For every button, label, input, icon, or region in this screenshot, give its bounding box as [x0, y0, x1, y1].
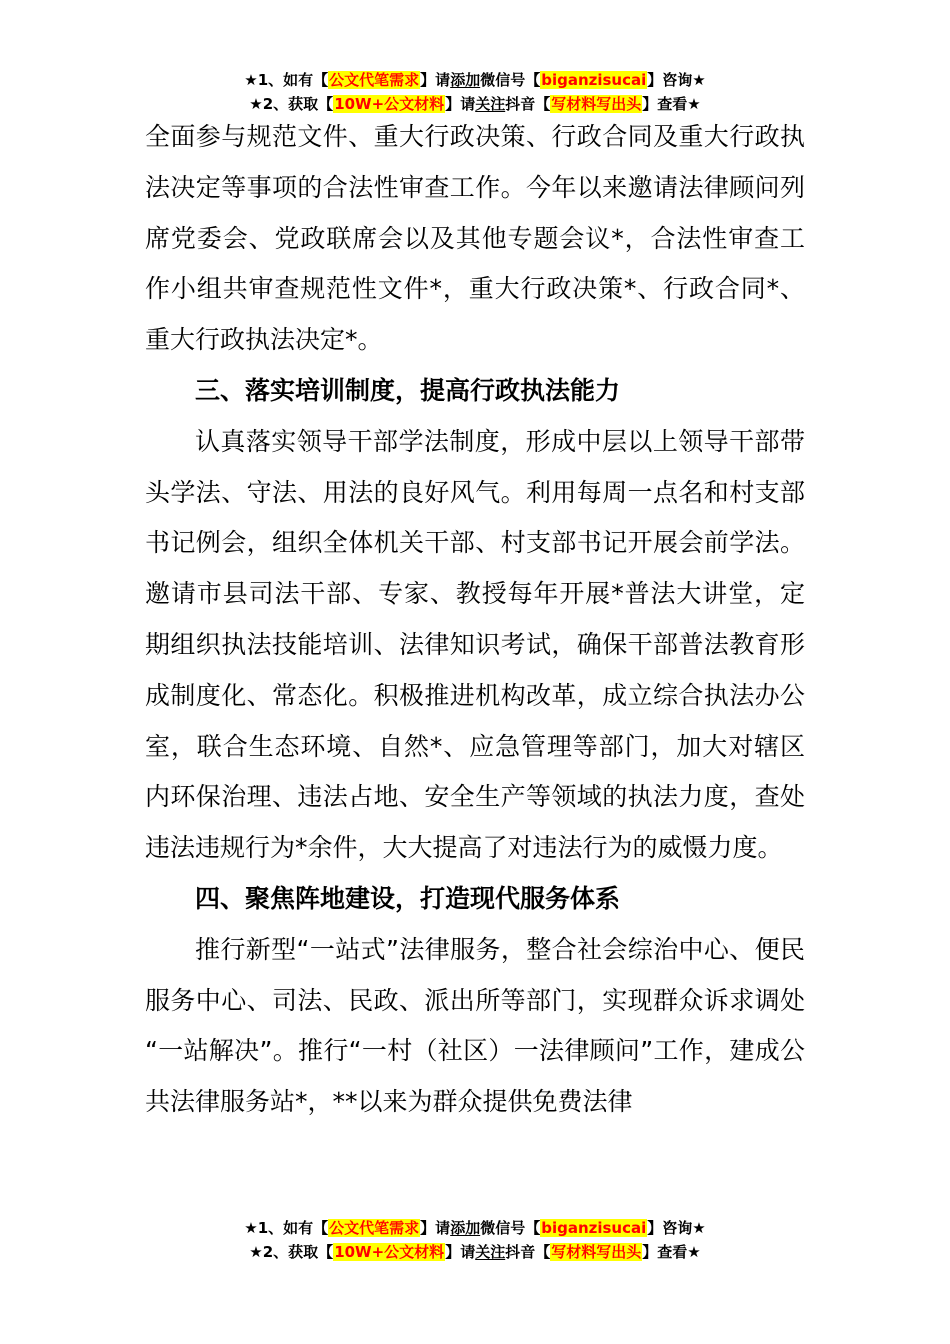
banner-text: 】请 — [445, 95, 476, 113]
banner-line-1 — [0, 68, 950, 92]
body-paragraph: 全面参与规范文件、重大行政决策、行政合同及重大行政执法决定等事项的合法性审查工作。今年以来邀请法律顾问列席党委会、党政联席会以及其他专题会议*，合法性审查工作小组共审查规范性文件*，重大行政决策*、行政合同*、重大行政执法决定*。 — [145, 122, 805, 355]
banner-highlight: 公文代笔需求 — [329, 1219, 420, 1237]
banner-text: 】咨询★ — [647, 71, 706, 89]
banner-text: ★1、如有【 — [244, 71, 329, 89]
section-heading-4: 四、聚焦阵地建设，打造现代服务体系 — [195, 883, 621, 913]
banner-text: ★2、获取【 — [249, 95, 334, 113]
banner-highlight: 公文代笔需求 — [329, 71, 420, 89]
banner-text: ★1、如有【 — [244, 1219, 329, 1237]
banner-text: 】请 — [420, 71, 451, 89]
banner-text: 】请 — [445, 1243, 476, 1261]
footer-banner — [0, 1216, 950, 1264]
banner-text: ★2、获取【 — [249, 1243, 334, 1261]
banner-line-2 — [0, 1240, 950, 1264]
banner-text: 抖音【 — [505, 95, 551, 113]
header-banner — [0, 68, 950, 116]
document-body — [145, 112, 805, 1128]
banner-text: 】查看★ — [642, 95, 701, 113]
banner-underline: 添加 — [450, 71, 481, 89]
banner-underline: 添加 — [450, 1219, 481, 1237]
banner-line-1 — [0, 1216, 950, 1240]
banner-highlight: 写材料写出头 — [551, 1243, 642, 1261]
banner-underline: 关注 — [475, 1243, 506, 1261]
banner-text: 抖音【 — [505, 1243, 551, 1261]
banner-text: 】查看★ — [642, 1243, 701, 1261]
body-paragraph: 推行新型“一站式”法律服务，整合社会综治中心、便民服务中心、司法、民政、派出所等部门，实现群众诉求调处 “一站解决”。推行“一村（社区）一法律顾问”工作，建成公共法律服务站*，**以来为群众提供免费法律 — [145, 934, 805, 1117]
banner-text: 】请 — [420, 1219, 451, 1237]
banner-underline: 关注 — [475, 95, 506, 113]
banner-text: 】咨询★ — [647, 1219, 706, 1237]
banner-highlight: 10W+公文材料 — [334, 1243, 445, 1261]
banner-text: 微信号【 — [480, 1219, 541, 1237]
banner-text: 微信号【 — [480, 71, 541, 89]
banner-highlight: biganzisucai — [541, 1219, 647, 1237]
body-paragraph: 认真落实领导干部学法制度，形成中层以上领导干部带头学法、守法、用法的良好风气。利用每周一点名和村支部书记例会，组织全体机关干部、村支部书记开展会前学法。邀请市县司法干部、专家、教授每年开展*普法大讲堂，定期组织执法技能培训、法律知识考试，确保干部普法教育形成制度化、常态化。积极推进机构改革，成立综合执法办公室，联合生态环境、自然*、应急管理等部门，加大对辖区内环保治理、违法占地、安全生产等领域的执法力度，查处违法违规行为*余件，大大提高了对违法行为的威慑力度。 — [145, 426, 805, 863]
banner-highlight: biganzisucai — [541, 71, 647, 89]
banner-highlight: 10W+公文材料 — [334, 95, 445, 113]
section-heading-3: 三、落实培训制度，提高行政执法能力 — [195, 375, 621, 405]
banner-highlight: 写材料写出头 — [551, 95, 642, 113]
